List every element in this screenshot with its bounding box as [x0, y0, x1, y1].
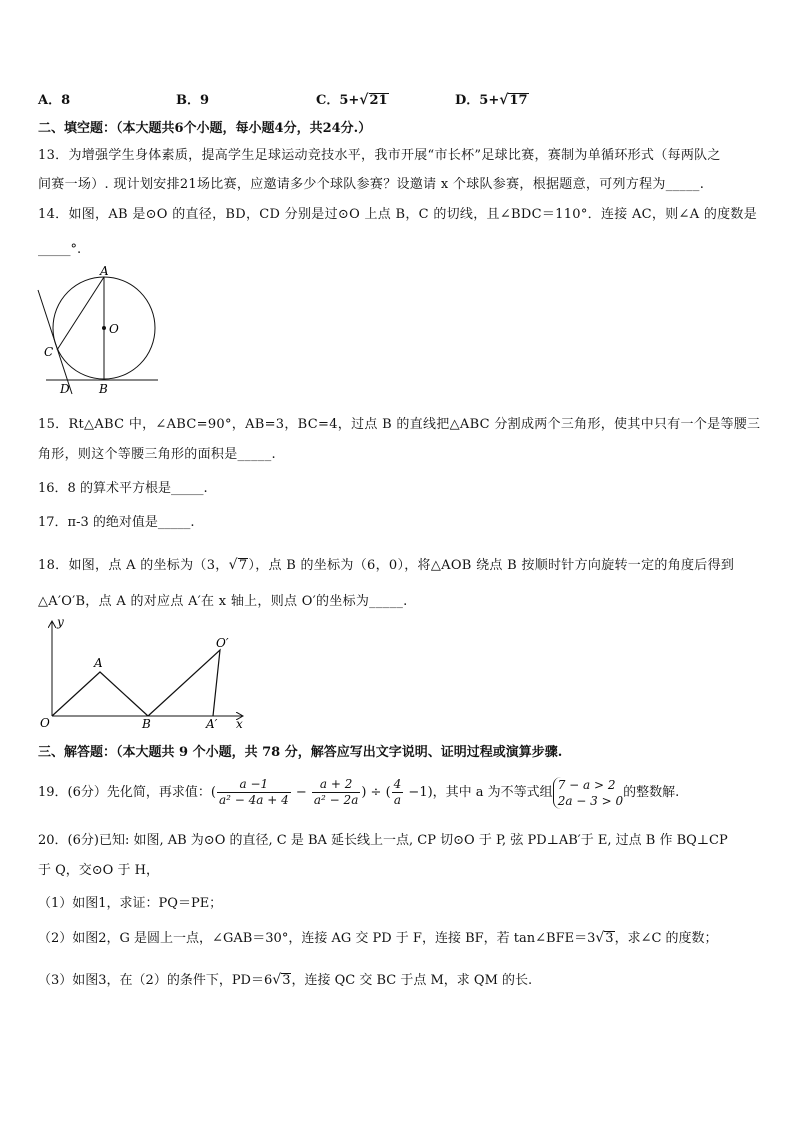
q20-part-3: （3）如图3，在（2）的条件下，PD＝6√3，连接 QC 交 BC 于点 M，求 QM 的长.	[38, 972, 533, 988]
q18-radicand: 7	[238, 558, 248, 573]
q14-label-d: D	[60, 382, 70, 396]
q18-label-a-prime: A′	[206, 717, 218, 731]
q20-line-1: 20．(6分)已知: 如图, AB 为⊙O 的直径, C 是 BA 延长线上一点, CP 切⊙O 于 P, 弦 PD⊥AB′于 E, 过点 B 作 BQ⊥CP	[38, 833, 728, 848]
q18-figure	[30, 614, 260, 734]
q14-center-dot	[102, 326, 106, 330]
q18-line-1: 18．如图，点 A 的坐标为（3，√7），点 B 的坐标为（6，0），将△AOB 绕点 B 按顺时针方向旋转一定的角度后得到	[38, 557, 735, 573]
q19-mid: ) ÷ (	[361, 785, 391, 800]
option-c-prefix: C．5+	[316, 93, 360, 108]
q14-label-b: B	[99, 382, 108, 396]
q18-line-1-a: 18．如图，点 A 的坐标为（3，	[38, 558, 229, 573]
q19-inequality-system: 7 − a > 2 2a − 3 > 0	[553, 777, 623, 809]
q19-prefix: 19．(6分）先化简，再求值：(	[38, 785, 216, 800]
q18-line-2: △A′O′B，点 A 的对应点 A′在 x 轴上，则点 O′的坐标为_____.	[38, 594, 408, 609]
option-d-prefix: D．5+	[455, 93, 500, 108]
q20-line-2: 于 Q，交⊙O 于 H，	[38, 863, 159, 878]
q19-after: −1)，其中 a 为不等式组	[404, 785, 553, 800]
q14-line-1: 14．如图，AB 是⊙O 的直径，BD，CD 分别是过⊙O 上点 B，C 的切线，且∠BDC＝110°．连接 AC，则∠A 的度数是	[38, 207, 758, 222]
q18-label-o-prime: O′	[216, 636, 229, 650]
q19-fraction-2: $\frac{a + 2}{\text{a² − 2a}}$	[313, 777, 359, 807]
q14-line-2: _____°.	[38, 242, 82, 257]
q15-line-1: 15．Rt△ABC 中，∠ABC=90°，AB=3，BC=4，过点 B 的直线把△ABC 分割成两个三角形，使其中只有一个是等腰三	[38, 417, 761, 432]
q18-triangle-aob	[52, 672, 148, 716]
q14-figure	[30, 262, 170, 402]
q20-part-3-b: ，连接 QC 交 BC 于点 M，求 QM 的长.	[291, 973, 533, 988]
q18-label-o: O	[40, 716, 50, 730]
q14-tangent-c	[38, 290, 72, 394]
q20-part-2-b: ，求∠C 的度数；	[614, 931, 718, 946]
q17: 17．π-3 的绝对值是_____.	[38, 515, 195, 530]
q20-part-3-a: （3）如图3，在（2）的条件下，PD＝6	[38, 973, 273, 988]
option-c: C．5+√21	[316, 92, 388, 108]
q15-line-2: 角形，则这个等腰三角形的面积是_____.	[38, 447, 276, 462]
option-b: B．9	[176, 93, 210, 108]
q18-label-y: y	[57, 615, 64, 629]
q18-label-x: x	[236, 717, 243, 731]
q14-label-a: A	[100, 264, 109, 278]
option-c-radicand: 21	[369, 93, 388, 108]
q18-label-a: A	[94, 656, 103, 670]
q14-label-o: O	[109, 322, 119, 336]
q20-part-2-a: （2）如图2，G 是圆上一点，∠GAB＝30°，连接 AG 交 PD 于 F，连接 BF，若 tan∠BFE＝3	[38, 931, 596, 946]
section-2-heading: 二、填空题：（本大题共6个小题，每小题4分，共24分.）	[38, 121, 372, 136]
option-d-radicand: 17	[509, 93, 528, 108]
q20-part-1: （1）如图1，求证：PQ＝PE；	[38, 896, 223, 911]
q18-triangle-a2o2b	[148, 650, 220, 716]
q20-part-2: （2）如图2，G 是圆上一点，∠GAB＝30°，连接 AG 交 PD 于 F，连接 BF，若 tan∠BFE＝3√3，求∠C 的度数；	[38, 930, 718, 946]
section-3-heading: 三、解答题：（本大题共 9 个小题，共 78 分，解答应写出文字说明、证明过程或演算步骤.	[38, 745, 563, 760]
q18-label-b: B	[142, 717, 151, 731]
q18-line-1-b: ），点 B 的坐标为（6，0），将△AOB 绕点 B 按顺时针方向旋转一定的角度后得到	[248, 558, 735, 573]
q14-chord-ac	[57, 277, 104, 350]
option-d: D．5+√17	[455, 92, 528, 108]
q19-suffix: 的整数解.	[623, 785, 680, 800]
q13-line-1: 13．为增强学生身体素质，提高学生足球运动竞技水平，我市开展“市长杯”足球比赛，赛制为单循环形式（每两队之	[38, 148, 721, 163]
q19-fraction-1: $\frac{a -1}{\text{a² − 4a + 4}}$	[218, 777, 289, 807]
q16: 16．8 的算术平方根是_____.	[38, 481, 208, 496]
q19-fraction-3: $\frac{4}{a}$	[393, 777, 402, 807]
q20-part-3-radicand: 3	[282, 973, 291, 988]
q20-part-2-radicand: 3	[605, 931, 614, 946]
q14-label-c: C	[44, 345, 54, 359]
q13-line-2: 间赛一场）. 现计划安排21场比赛，应邀请多少个球队参赛？设邀请 x 个球队参赛，根据题意，可列方程为_____.	[38, 177, 705, 192]
option-a: A．8	[38, 93, 71, 108]
q19: 19．(6分）先化简，再求值：( $\frac{a -1}{\text{a² − 4a + 4}}$ − $\frac{a + 2}{\text{a² − 2a}}$ ) ÷ ( $\frac{4}{a}$ −1)，其中 a 为不等式组 7 − a > 2 2a − 3 > 0 的整数解.	[38, 777, 680, 808]
